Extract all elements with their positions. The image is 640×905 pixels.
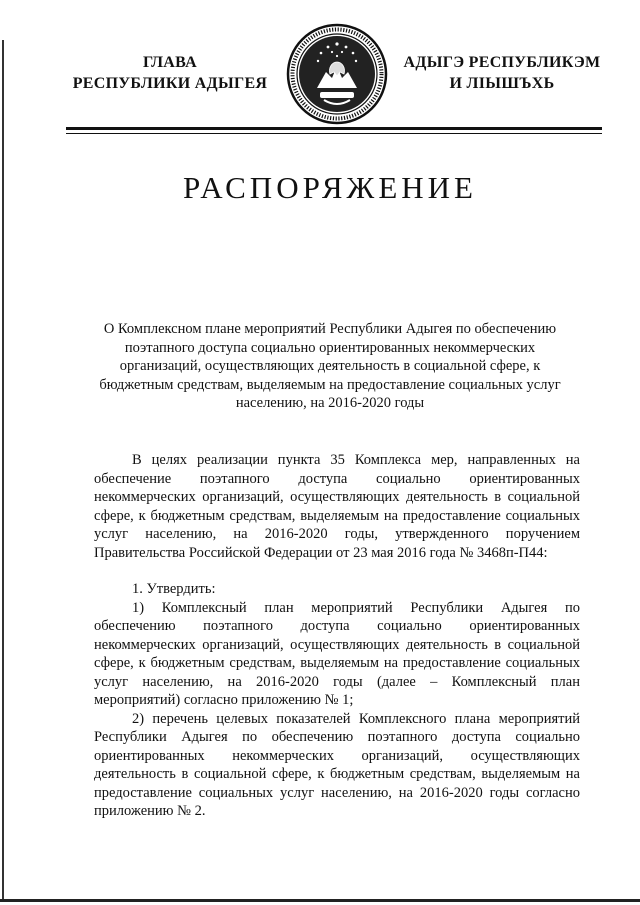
- header-right-line2: И ЛІЫШЪХЬ: [449, 75, 555, 92]
- header-rule-thick: [66, 127, 602, 130]
- document-body: [94, 451, 580, 821]
- document-title: РАСПОРЯЖЕНИЕ: [183, 170, 477, 205]
- header-right: [392, 52, 612, 94]
- point-1-item-1: 1) Комплексный план мероприятий Республики Адыгея по обеспечению поэтапного доступа социально ориентированных некоммерческих организаций, осуществляющих деятельность в социальной сфере, к бюджетным средствам, выделяемым на предоставление социальных услуг населению, на 2016-2020 годы (далее – Комплексный план мероприятий) согласно приложению № 1;: [94, 599, 580, 708]
- header-left-line2: РЕСПУБЛИКИ АДЫГЕЯ: [72, 75, 268, 92]
- header-right-line1: АДЫГЭ РЕСПУБЛИКЭМ: [403, 54, 601, 71]
- header-left: [52, 52, 288, 94]
- point-1-heading: 1. Утвердить:: [132, 581, 216, 597]
- header-rule-thin: [66, 133, 602, 134]
- coat-of-arms-icon: [284, 22, 390, 126]
- scan-bottom-edge: [0, 899, 640, 902]
- point-1-item-2: 2) перечень целевых показателей Комплексного плана мероприятий Республики Адыгея по обеспечению поэтапного доступа социально ориентированных некоммерческих организаций, осуществляющих деятельность в социальной сфере, к бюджетным средствам, выделяемым на предоставление социальных услуг населению, на 2016-2020 годы согласно приложению № 2.: [94, 710, 580, 819]
- preamble-paragraph: В целях реализации пункта 35 Комплекса мер, направленных на обеспечение поэтапного доступа социально ориентированных некоммерческих организаций, осуществляющих деятельность в социальной сфере, к бюджетным средствам, выделяемым на предоставление социальных услуг населению, на 2016-2020 годы, утвержденного поручением Правительства Российской Федерации от 23 мая 2016 года № 3468п-П44:: [94, 452, 580, 561]
- document-subject: О Комплексном плане мероприятий Республики Адыгея по обеспечению поэтапного доступа социально ориентированных некоммерческих организаций, осуществляющих деятельность в социальной сфере, к бюджетным средствам, выделяемым на предоставление социальных услуг населению, на 2016-2020 годы: [99, 321, 561, 411]
- header-left-line1: ГЛАВА: [143, 54, 197, 71]
- scan-edge: [2, 40, 4, 902]
